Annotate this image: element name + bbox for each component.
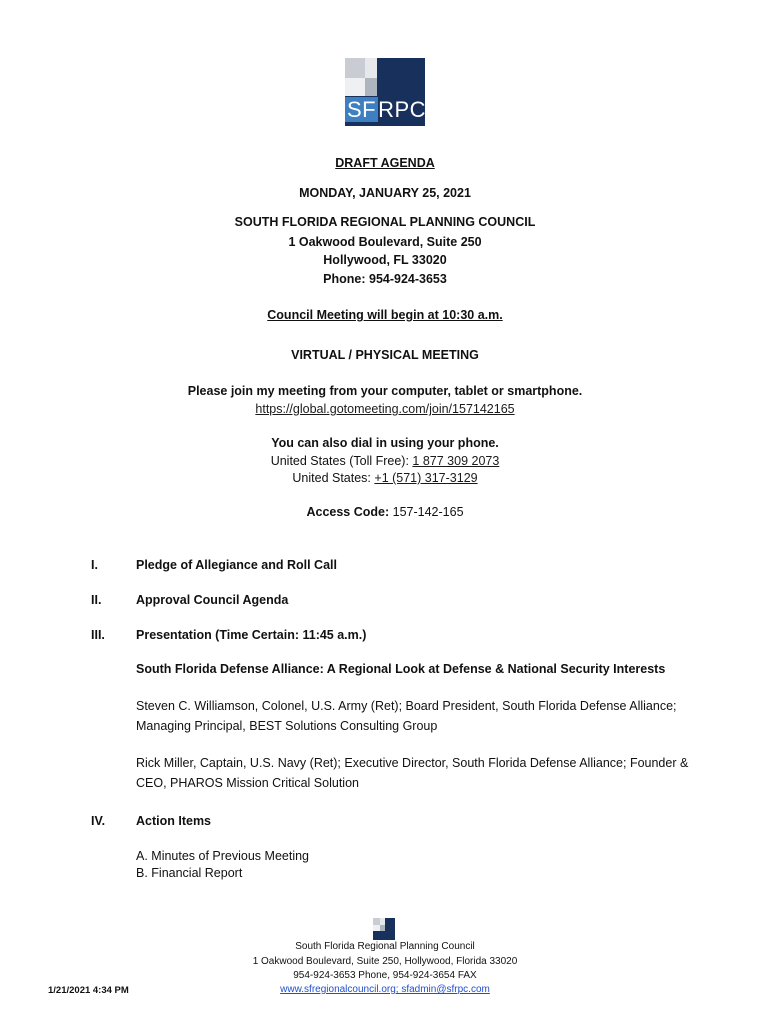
- sub-item-a: A. Minutes of Previous Meeting: [136, 849, 309, 863]
- doc-title: DRAFT AGENDA: [335, 156, 435, 170]
- start-time: Council Meeting will begin at 10:30 a.m.: [267, 308, 503, 322]
- item-iii-number: III.: [91, 628, 105, 642]
- item-iv-number: IV.: [91, 814, 106, 828]
- phone-line: Phone: 954-924-3653: [323, 272, 447, 286]
- address-line-2: Hollywood, FL 33020: [323, 253, 447, 267]
- footer-web-link[interactable]: www.sfregionalcouncil.org; sfadmin@sfrpc.com: [280, 984, 490, 995]
- presentation-title: South Florida Defense Alliance: A Regional Look at Defense & National Security Interests: [136, 662, 666, 676]
- meeting-url-link[interactable]: https://global.gotomeeting.com/join/157142165: [255, 402, 515, 416]
- access-code-line: Access Code: 157-142-165: [306, 505, 464, 519]
- tollfree-line: United States (Toll Free): 1 877 309 2073: [270, 454, 500, 468]
- item-ii-number: II.: [91, 593, 102, 607]
- item-iii-text: Presentation (Time Certain: 11:45 a.m.): [136, 628, 367, 642]
- presenter-2: Rick Miller, Captain, U.S. Navy (Ret); Executive Director, South Florida Defense Alliance; Founder & CEO, PHAROS Mission Critical Solution: [136, 756, 689, 790]
- footer-logo-icon: [373, 918, 395, 940]
- sub-item-b: B. Financial Report: [136, 866, 243, 880]
- us-line: United States: +1 (571) 317-3129: [292, 471, 478, 485]
- item-iv-text: Action Items: [136, 814, 212, 828]
- address-line-1: 1 Oakwood Boulevard, Suite 250: [288, 235, 482, 249]
- item-i-number: I.: [91, 558, 98, 572]
- join-prompt: Please join my meeting from your computer, tablet or smartphone.: [187, 384, 583, 398]
- tollfree-number-link[interactable]: 1 877 309 2073: [412, 454, 500, 468]
- footer-address: 1 Oakwood Boulevard, Suite 250, Hollywood, Florida 33020: [252, 956, 518, 967]
- dial-prompt: You can also dial in using your phone.: [271, 436, 499, 450]
- presenter-1: Steven C. Williamson, Colonel, U.S. Army (Ret); Board President, South Florida Defense Alliance; Managing Principal, BEST Solutions Consulting Group: [136, 699, 677, 733]
- meeting-date: MONDAY, JANUARY 25, 2021: [299, 186, 471, 200]
- meeting-type: VIRTUAL / PHYSICAL MEETING: [291, 348, 479, 362]
- us-number-link[interactable]: +1 (571) 317-3129: [374, 471, 478, 485]
- print-timestamp: 1/21/2021 4:34 PM: [48, 985, 129, 996]
- item-i-text: Pledge of Allegiance and Roll Call: [136, 558, 337, 572]
- footer-org: South Florida Regional Planning Council: [295, 941, 475, 952]
- sfrpc-logo: SFRPC: [345, 58, 425, 126]
- footer-phones: 954-924-3653 Phone, 954-924-3654 FAX: [293, 970, 477, 981]
- item-ii-text: Approval Council Agenda: [136, 593, 289, 607]
- org-name: SOUTH FLORIDA REGIONAL PLANNING COUNCIL: [234, 215, 536, 229]
